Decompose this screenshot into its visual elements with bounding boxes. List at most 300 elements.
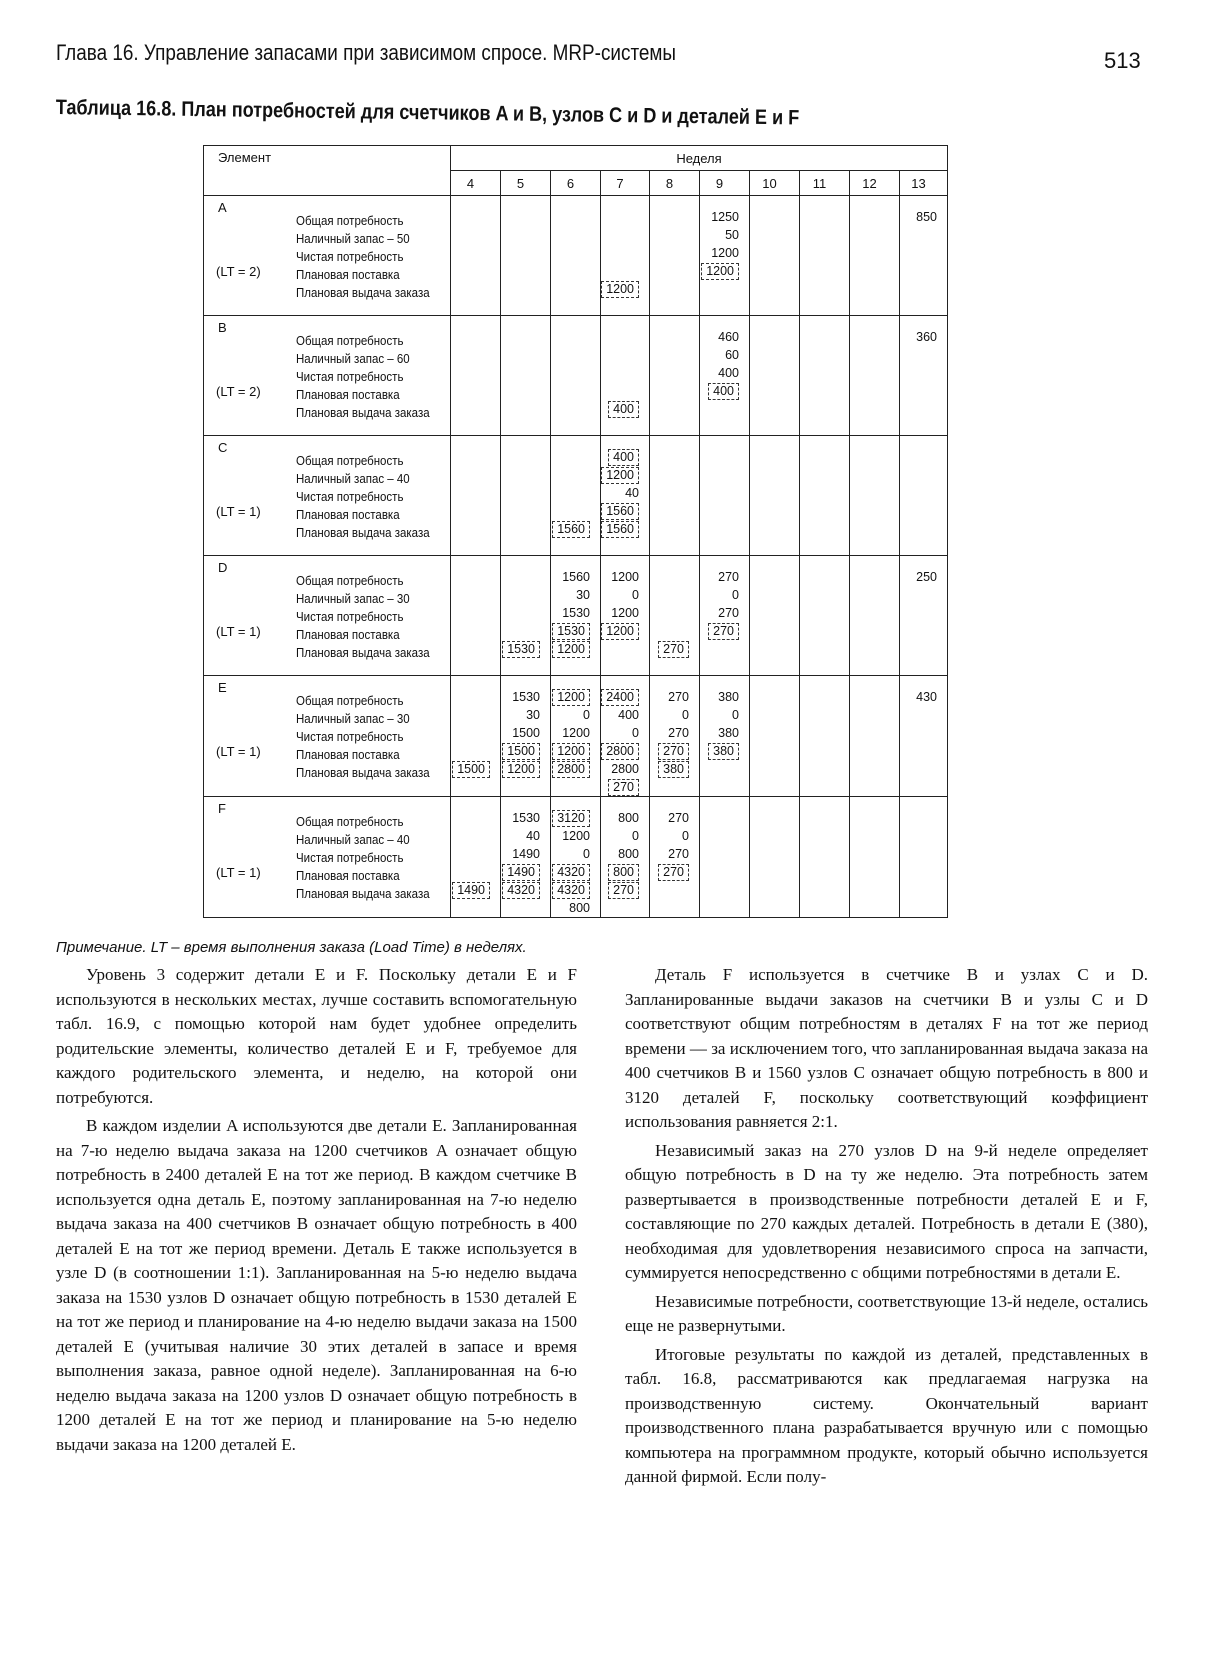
cell-value: 800: [608, 864, 639, 881]
cell-value-line: [551, 520, 590, 538]
row-label: Плановая поставка: [296, 388, 400, 402]
cell-value: 380: [658, 761, 689, 778]
table-row: [204, 316, 948, 436]
row-label: Чистая потребность: [296, 851, 404, 865]
week-cell: [601, 797, 650, 918]
cell-value-line: [451, 688, 490, 706]
cell-value: 430: [916, 690, 937, 704]
page-number: 513: [1104, 48, 1141, 73]
element-cell: [204, 797, 451, 918]
week-cell: [551, 436, 601, 556]
week-cell: [900, 316, 948, 436]
element-name: E: [218, 680, 227, 695]
table-row: [204, 676, 948, 797]
cell-value-line: [700, 688, 739, 706]
week-cell: [800, 797, 850, 918]
week-cell: [700, 556, 750, 676]
week-number: 6: [551, 171, 601, 196]
cell-value: 400: [608, 449, 639, 466]
cell-value: 1250: [711, 210, 739, 224]
cell-value: 270: [668, 690, 689, 704]
cell-value-line: [601, 520, 639, 538]
cell-value-line: [650, 586, 689, 604]
cell-value-line: [650, 688, 689, 706]
row-label: Общая потребность: [296, 334, 404, 348]
cell-value-line: [900, 328, 937, 346]
cell-value-line: [601, 448, 639, 466]
cell-value-line: [900, 382, 937, 400]
week-cell: [800, 436, 850, 556]
cell-value: 1200: [552, 641, 590, 658]
cell-value-line: [601, 778, 639, 796]
cell-value: 800: [618, 811, 639, 825]
cell-value: 50: [725, 228, 739, 242]
cell-value: 30: [526, 708, 540, 722]
week-cell: [601, 436, 650, 556]
row-label: Плановая выдача заказа: [296, 286, 430, 300]
week-cell: [800, 196, 850, 316]
row-label: Наличный запас – 40: [296, 833, 410, 847]
element-cell: [204, 676, 451, 797]
cell-value-line: [551, 688, 590, 706]
element-cell: [204, 196, 451, 316]
week-cell: [650, 676, 700, 797]
cell-value: 800: [618, 847, 639, 861]
cell-value: 270: [658, 641, 689, 658]
week-cell: [451, 676, 501, 797]
row-label: Общая потребность: [296, 574, 404, 588]
cell-value-line: [900, 208, 937, 226]
cell-value: 1200: [552, 743, 590, 760]
table-row: [204, 797, 948, 918]
cell-value-line: [900, 760, 937, 778]
week-cell: [551, 556, 601, 676]
cell-value-line: [900, 622, 937, 640]
cell-value-line: [551, 502, 590, 520]
cell-value-line: [501, 760, 540, 778]
row-label: Наличный запас – 60: [296, 352, 410, 366]
lead-time-label: (LT = 1): [216, 865, 261, 880]
cell-value-line: [601, 346, 639, 364]
cell-value: 400: [718, 366, 739, 380]
cell-value: 270: [708, 623, 739, 640]
cell-value: 1200: [601, 467, 639, 484]
cell-value: 4320: [502, 882, 540, 899]
cell-value: 0: [632, 829, 639, 843]
element-cell: [204, 436, 451, 556]
row-label: Чистая потребность: [296, 370, 404, 384]
week-cell: [501, 196, 551, 316]
cell-value-line: [700, 364, 739, 382]
text-column-left: [56, 963, 577, 1457]
paragraph: Независимые потребности, соответствующие 13-й неделе, остались еще не развернутыми.: [625, 1291, 1148, 1335]
cell-value: 1530: [502, 641, 540, 658]
row-label: Чистая потребность: [296, 490, 404, 504]
row-label: Наличный запас – 40: [296, 472, 410, 486]
cell-value-line: [451, 809, 490, 827]
row-label: Общая потребность: [296, 214, 404, 228]
cell-value-line: [501, 724, 540, 742]
cell-value-line: [601, 706, 639, 724]
cell-value: 270: [658, 743, 689, 760]
cell-value-line: [650, 604, 689, 622]
cell-value-line: [551, 724, 590, 742]
week-cell: [700, 797, 750, 918]
cell-value: 1560: [552, 521, 590, 538]
week-cell: [850, 676, 900, 797]
cell-value-line: [700, 226, 739, 244]
cell-value-line: [700, 208, 739, 226]
cell-value: 60: [725, 348, 739, 362]
element-name: F: [218, 801, 226, 816]
cell-value-line: [501, 742, 540, 760]
element-name: C: [218, 440, 228, 455]
cell-value-line: [700, 346, 739, 364]
cell-value: 0: [682, 829, 689, 843]
cell-value-line: [601, 208, 639, 226]
cell-value: 30: [576, 588, 590, 602]
cell-value-line: [501, 863, 540, 881]
cell-value-line: [700, 742, 739, 760]
cell-value-line: [501, 568, 540, 586]
cell-value-line: [900, 244, 937, 262]
cell-value: 1200: [611, 570, 639, 584]
cell-value: 400: [608, 401, 639, 418]
cell-value-line: [551, 827, 590, 845]
cell-value-line: [551, 586, 590, 604]
cell-value-line: [650, 724, 689, 742]
cell-value-line: [900, 706, 937, 724]
cell-value-line: [451, 742, 490, 760]
cell-value-line: [900, 280, 937, 298]
cell-value-line: [650, 706, 689, 724]
cell-value-line: [551, 742, 590, 760]
week-cell: [551, 196, 601, 316]
row-label: Плановая поставка: [296, 268, 400, 282]
element-name: A: [218, 200, 227, 215]
week-cell: [700, 196, 750, 316]
cell-value: 1200: [562, 829, 590, 843]
cell-value-line: [700, 604, 739, 622]
cell-value-line: [601, 244, 639, 262]
row-label: Чистая потребность: [296, 730, 404, 744]
table-row: [204, 556, 948, 676]
cell-value-line: [900, 226, 937, 244]
cell-value-line: [601, 226, 639, 244]
week-cell: [501, 316, 551, 436]
cell-value: 4320: [552, 882, 590, 899]
week-cell: [750, 797, 800, 918]
row-label: Плановая выдача заказа: [296, 766, 430, 780]
row-labels: [296, 332, 430, 422]
week-cell: [650, 316, 700, 436]
row-label: Чистая потребность: [296, 610, 404, 624]
cell-value: 1200: [611, 606, 639, 620]
week-cell: [800, 556, 850, 676]
cell-value-line: [601, 640, 639, 658]
cell-value-line: [551, 622, 590, 640]
week-number: 7: [601, 171, 650, 196]
cell-value-line: [601, 760, 639, 778]
cell-value: 1530: [512, 690, 540, 704]
cell-value: 0: [682, 708, 689, 722]
week-cell: [900, 556, 948, 676]
cell-value: 4320: [552, 864, 590, 881]
cell-value: 1530: [512, 811, 540, 825]
cell-value-line: [650, 760, 689, 778]
cell-value-line: [700, 760, 739, 778]
week-number: 13: [900, 171, 948, 196]
cell-value: 270: [718, 606, 739, 620]
week-cell: [850, 316, 900, 436]
cell-value-line: [900, 688, 937, 706]
row-label: Наличный запас – 30: [296, 592, 410, 606]
element-header: Элемент: [204, 146, 451, 196]
cell-value-line: [601, 724, 639, 742]
cell-value-line: [900, 586, 937, 604]
cell-value: 400: [708, 383, 739, 400]
row-label: Общая потребность: [296, 454, 404, 468]
lead-time-label: (LT = 1): [216, 624, 261, 639]
week-cell: [650, 556, 700, 676]
text-column-right: [625, 963, 1148, 1490]
cell-value-line: [551, 809, 590, 827]
cell-value-line: [700, 622, 739, 640]
week-cell: [750, 436, 800, 556]
cell-value: 40: [625, 486, 639, 500]
cell-value: 0: [732, 588, 739, 602]
week-cell: [601, 316, 650, 436]
paragraph: Уровень 3 содержит детали E и F. Поскольку детали E и F используются в нескольких местах, лучше составить вспомогательную табл. 16.9, с помощью которой нам будет удобнее определить родительские элементы, количество деталей E и F, требуемое для каждого родительского элемента, и неделю, на которой они потребуются.: [56, 965, 577, 1107]
cell-value: 1530: [562, 606, 590, 620]
row-label: Плановая выдача заказа: [296, 406, 430, 420]
cell-value-line: [700, 586, 739, 604]
cell-value-line: [501, 845, 540, 863]
cell-value-line: [601, 382, 639, 400]
week-number: 5: [501, 171, 551, 196]
cell-value-line: [551, 845, 590, 863]
cell-value-line: [601, 328, 639, 346]
cell-value-line: [451, 863, 490, 881]
cell-value-line: [650, 622, 689, 640]
paragraph: В каждом изделии A используются две детали E. Запланированная на 7-ю неделю выдача заказа на 1200 счетчиков A означает общую потребность в 2400 деталей E на тот же период. В каждом счетчике B используется одна деталь E, поэтому запланированная на 7-ю неделю выдача заказа на 400 счетчиков B означает общую потребность в 400 деталей E на тот же период времени. Деталь E также используется в узле D (в соотношении 1:1). Запланированная на 5-ю неделю выдача заказа на 1530 узлов D означает общую потребность в 1530 деталей E на тот же период и планирование на 4-ю неделю выдачи заказа на 1500 деталей E (учитывая наличие 30 этих деталей в запасе и время выполнения заказа, равное одной неделе). Запланированная на 6-ю неделю выдача заказа на 1200 узлов D означает общую потребность в 1200 деталей E на тот же период и планирование на 5-ю неделю выдачи заказа на 1200 деталей E.: [56, 1116, 577, 1454]
cell-value: 3120: [552, 810, 590, 827]
week-cell: [650, 797, 700, 918]
table-row: [204, 436, 948, 556]
cell-value-line: [700, 400, 739, 418]
cell-value-line: [650, 809, 689, 827]
element-cell: [204, 316, 451, 436]
week-cell: [800, 676, 850, 797]
cell-value-line: [501, 706, 540, 724]
row-label: Чистая потребность: [296, 250, 404, 264]
row-label: Плановая выдача заказа: [296, 887, 430, 901]
cell-value: 0: [583, 708, 590, 722]
cell-value: 1560: [562, 570, 590, 584]
week-cell: [850, 797, 900, 918]
cell-value: 400: [618, 708, 639, 722]
cell-value: 1200: [552, 689, 590, 706]
week-cell: [501, 556, 551, 676]
cell-value-line: [700, 280, 739, 298]
cell-value-line: [501, 586, 540, 604]
cell-value: 460: [718, 330, 739, 344]
cell-value-line: [700, 244, 739, 262]
cell-value: 2400: [601, 689, 639, 706]
week-cell: [900, 436, 948, 556]
cell-value: 0: [632, 726, 639, 740]
cell-value: 1490: [502, 864, 540, 881]
cell-value: 800: [569, 901, 590, 915]
cell-value: 270: [658, 864, 689, 881]
cell-value-line: [551, 568, 590, 586]
week-cell: [501, 676, 551, 797]
cell-value: 2800: [611, 762, 639, 776]
cell-value-line: [650, 845, 689, 863]
week-cell: [900, 196, 948, 316]
row-labels: [296, 212, 430, 302]
week-cell: [451, 556, 501, 676]
week-cell: [700, 316, 750, 436]
cell-value: 380: [708, 743, 739, 760]
cell-value: 1530: [552, 623, 590, 640]
cell-value-line: [601, 742, 639, 760]
lead-time-label: (LT = 2): [216, 264, 261, 279]
cell-value-line: [451, 760, 490, 778]
row-labels: [296, 572, 430, 662]
cell-value: 2800: [552, 761, 590, 778]
cell-value: 270: [668, 847, 689, 861]
cell-value-line: [451, 845, 490, 863]
cell-value-line: [551, 640, 590, 658]
cell-value-line: [700, 382, 739, 400]
week-cell: [501, 797, 551, 918]
cell-value-line: [700, 262, 739, 280]
cell-value-line: [700, 568, 739, 586]
table-caption: Таблица 16.8. План потребностей для счетчиков A и B, узлов C и D и деталей E и F: [55, 96, 800, 130]
cell-value-line: [601, 400, 639, 418]
cell-value-line: [650, 863, 689, 881]
cell-value-line: [700, 724, 739, 742]
cell-value: 270: [718, 570, 739, 584]
row-label: Плановая поставка: [296, 508, 400, 522]
week-number: 11: [800, 171, 850, 196]
row-label: Наличный запас – 50: [296, 232, 410, 246]
cell-value-line: [601, 280, 639, 298]
cell-value-line: [501, 881, 540, 899]
cell-value-line: [551, 760, 590, 778]
cell-value: 270: [608, 779, 639, 796]
cell-value: 40: [526, 829, 540, 843]
cell-value-line: [601, 262, 639, 280]
cell-value: 250: [916, 570, 937, 584]
row-label: Плановая выдача заказа: [296, 646, 430, 660]
table-row: [204, 196, 948, 316]
week-cell: [900, 676, 948, 797]
cell-value-line: [551, 899, 590, 917]
element-name: B: [218, 320, 227, 335]
cell-value-line: [650, 881, 689, 899]
element-cell: [204, 556, 451, 676]
cell-value-line: [601, 604, 639, 622]
cell-value-line: [650, 568, 689, 586]
cell-value: 380: [718, 726, 739, 740]
week-cell: [601, 676, 650, 797]
week-cell: [850, 196, 900, 316]
cell-value-line: [601, 466, 639, 484]
cell-value-line: [900, 742, 937, 760]
week-cell: [451, 436, 501, 556]
cell-value-line: [551, 863, 590, 881]
cell-value: 270: [668, 726, 689, 740]
cell-value: 1200: [562, 726, 590, 740]
lead-time-label: (LT = 2): [216, 384, 261, 399]
cell-value-line: [601, 586, 639, 604]
cell-value-line: [900, 568, 937, 586]
week-cell: [650, 436, 700, 556]
cell-value: 1500: [512, 726, 540, 740]
week-cell: [451, 797, 501, 918]
cell-value-line: [601, 863, 639, 881]
running-header: Глава 16. Управление запасами при зависимом спросе. MRP-системы: [56, 40, 677, 65]
lead-time-label: (LT = 1): [216, 744, 261, 759]
week-cell: [551, 676, 601, 797]
cell-value-line: [900, 400, 937, 418]
row-label: Плановая выдача заказа: [296, 526, 430, 540]
row-label: Общая потребность: [296, 815, 404, 829]
cell-value-line: [501, 827, 540, 845]
cell-value-line: [551, 466, 590, 484]
cell-value: 270: [608, 882, 639, 899]
cell-value-line: [601, 622, 639, 640]
cell-value-line: [601, 881, 639, 899]
cell-value-line: [900, 262, 937, 280]
week-cell: [551, 316, 601, 436]
cell-value-line: [551, 881, 590, 899]
week-header: Неделя: [451, 146, 948, 171]
cell-value-line: [501, 809, 540, 827]
week-cell: [750, 556, 800, 676]
cell-value-line: [601, 484, 639, 502]
cell-value-line: [601, 688, 639, 706]
cell-value-line: [601, 568, 639, 586]
week-cell: [750, 676, 800, 797]
week-cell: [451, 196, 501, 316]
paragraph: Независимый заказ на 270 узлов D на 9-й неделе определяет общую потребность в D на ту же неделю. Эта потребность затем развертывается в производственные потребности деталей E и F, составляющие по 270 каждых деталей. Потребность в детали E (380), необходимая для удовлетворения независимого спроса на запчасти, суммируется непосредственно с общими потребностями в детали E.: [625, 1140, 1148, 1282]
week-cell: [900, 797, 948, 918]
cell-value-line: [551, 484, 590, 502]
row-label: Плановая поставка: [296, 869, 400, 883]
week-cell: [700, 436, 750, 556]
cell-value-line: [900, 364, 937, 382]
cell-value-line: [650, 827, 689, 845]
element-name: D: [218, 560, 228, 575]
lead-time-label: (LT = 1): [216, 504, 261, 519]
cell-value-line: [700, 706, 739, 724]
cell-value: 1490: [452, 882, 490, 899]
week-number: 12: [850, 171, 900, 196]
cell-value-line: [501, 604, 540, 622]
cell-value-line: [601, 364, 639, 382]
cell-value-line: [501, 622, 540, 640]
cell-value: 0: [632, 588, 639, 602]
cell-value: 1200: [711, 246, 739, 260]
week-cell: [650, 196, 700, 316]
cell-value: 360: [916, 330, 937, 344]
cell-value-line: [551, 706, 590, 724]
cell-value-line: [900, 724, 937, 742]
cell-value: 1500: [452, 761, 490, 778]
